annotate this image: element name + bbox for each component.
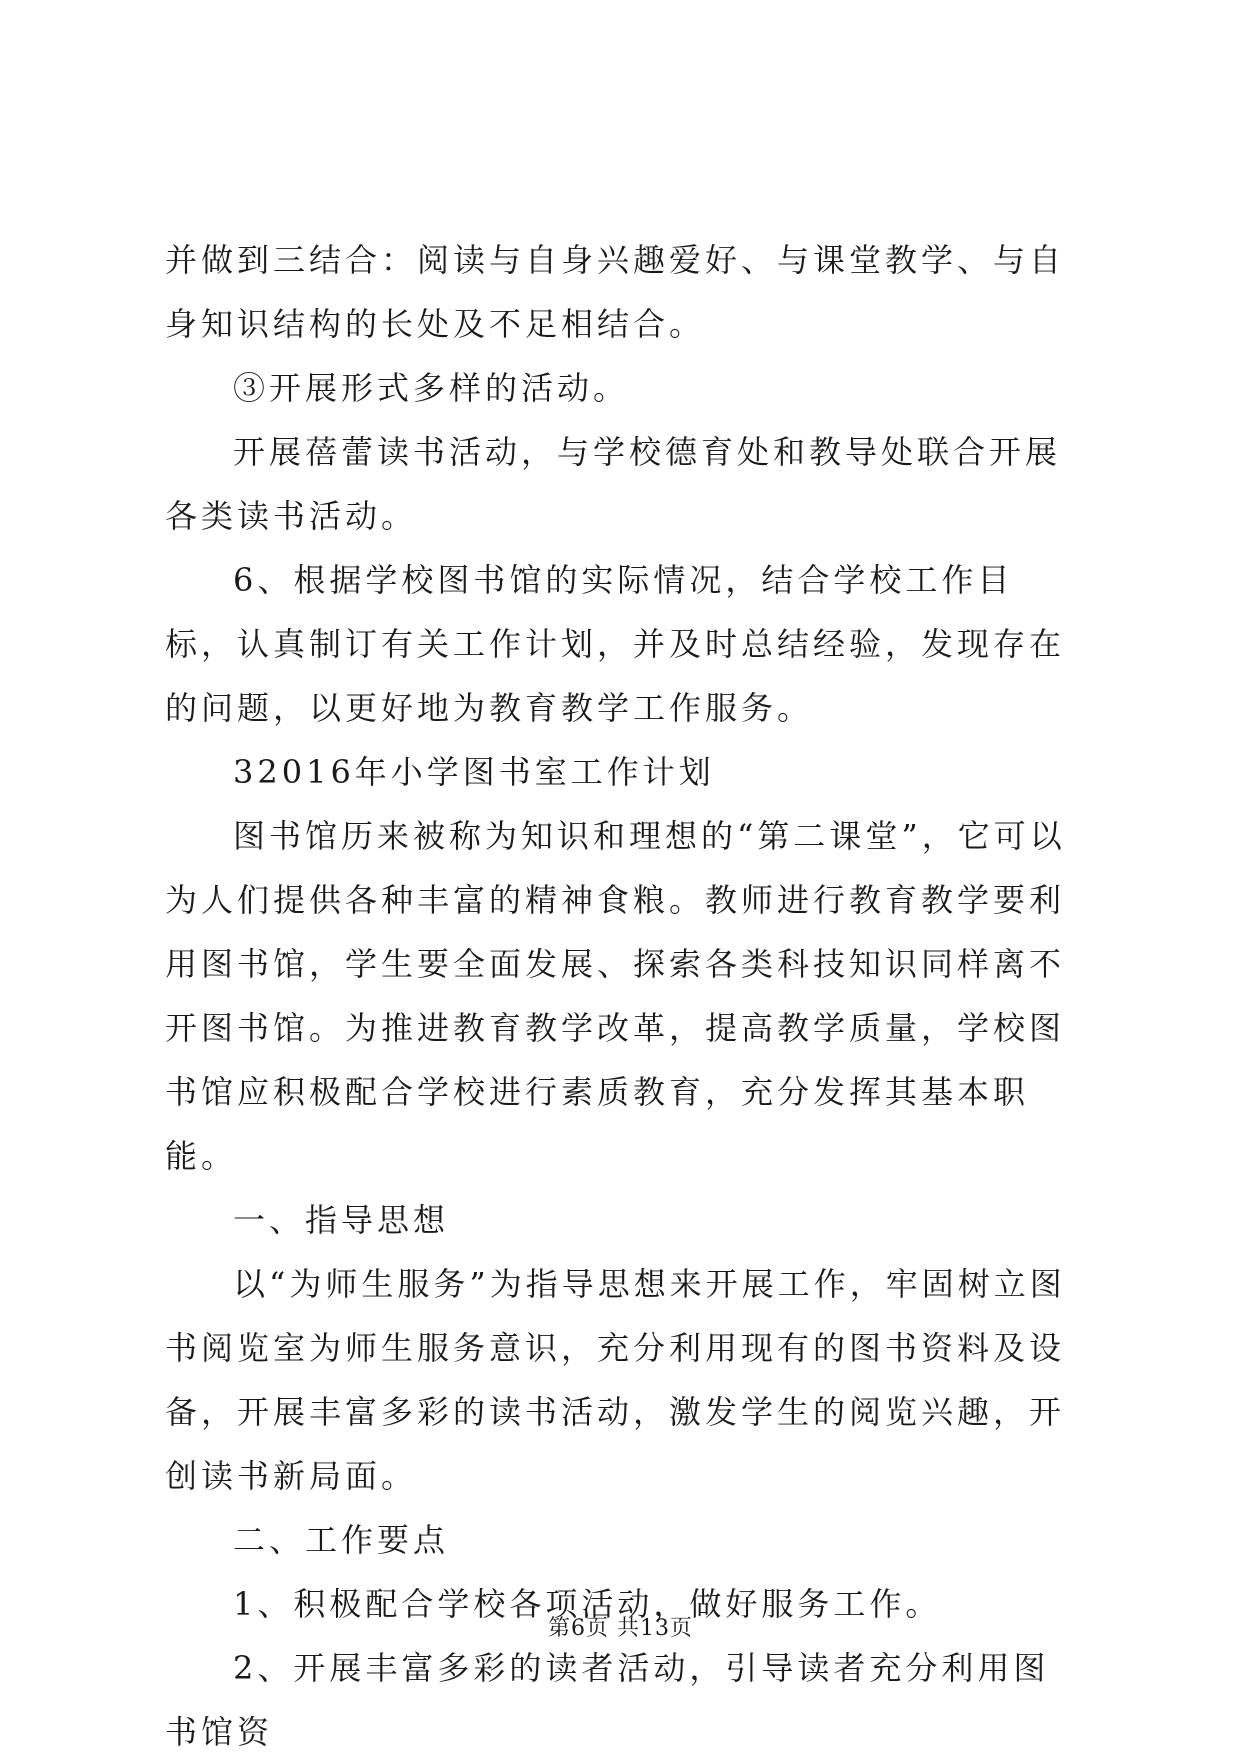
paragraph-item-6: 6、根据学校图书馆的实际情况，结合学校工作目标，认真制订有关工作计划，并及时总结经验，发现存在的问题，以更好地为教育教学工作服务。 <box>165 561 1066 727</box>
paragraph-guiding-ideology: 以“为师生服务”为指导思想来开展工作，牢固树立图书阅览室为师生服务意识，充分利用现有的图书资料及设备，开展丰富多彩的读书活动，激发学生的阅览兴趣，开创读书新局面。 <box>165 1265 1066 1495</box>
paragraph-continuation: 并做到三结合：阅读与自身兴趣爱好、与课堂教学、与自身知识结构的长处及不足相结合。 <box>165 241 1066 343</box>
paragraph-work-point-2: 2、开展丰富多彩的读者活动，引导读者充分利用图书馆资 <box>165 1649 1050 1751</box>
document-body <box>165 228 1085 1764</box>
section-title: 32016年小学图书室工作计划 <box>233 753 715 791</box>
heading-work-points: 二、工作要点 <box>233 1521 450 1559</box>
paragraph-intro: 图书馆历来被称为知识和理想的“第二课堂”，它可以为人们提供各种丰富的精神食粮。教师进行教育教学要利用图书馆，学生要全面发展、探索各类科技知识同样离不开图书馆。为推进教育教学改革，提高教学质量，学校图书馆应积极配合学校进行素质教育，充分发挥其基本职能。 <box>165 817 1066 1175</box>
paragraph-work-point-1: 1、积极配合学校各项活动，做好服务工作。 <box>233 1585 942 1623</box>
heading-guiding-ideology: 一、指导思想 <box>233 1201 450 1239</box>
paragraph-item-3: ③开展形式多样的活动。 <box>233 369 630 407</box>
paragraph-reading-activities: 开展蓓蕾读书活动，与学校德育处和教导处联合开展各类读书活动。 <box>165 433 1062 535</box>
page-number-footer: 第6页 共13页 <box>548 1616 693 1641</box>
